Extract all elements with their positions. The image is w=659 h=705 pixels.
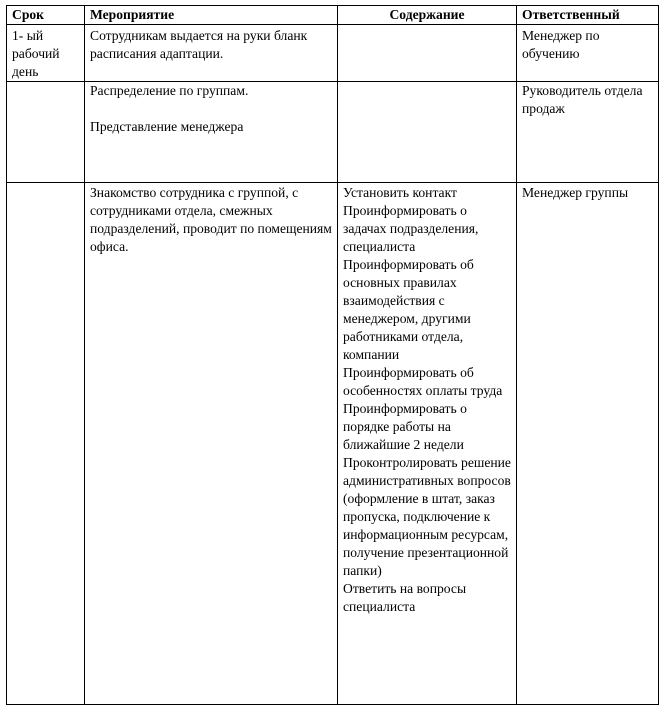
content-item: Ответить на вопросы специалиста — [343, 581, 467, 614]
table-header-row — [7, 6, 659, 25]
cell-event — [85, 82, 338, 183]
content-item: Проинформировать об основных правилах взаимодействия с менеджером, другими работниками отдела, компании — [343, 257, 474, 362]
cell-term — [7, 82, 85, 183]
cell-responsible: Менеджер по обучению — [517, 25, 659, 82]
table-row — [7, 25, 659, 82]
header-responsible: Ответственный — [517, 6, 659, 25]
cell-responsible: Руководитель отдела продаж — [517, 82, 659, 183]
cell-term — [7, 183, 85, 705]
content-item: Проконтролировать решение административных вопросов (оформление в штат, заказ пропуска, подключение к информационным ресурсам, получение презентационной папки) — [343, 455, 511, 578]
adaptation-schedule-table — [6, 5, 659, 705]
header-term: Срок — [7, 6, 85, 25]
cell-event: Сотрудникам выдается на руки бланк расписания адаптации. — [85, 25, 338, 82]
cell-content — [338, 82, 517, 183]
header-event: Мероприятие — [85, 6, 338, 25]
cell-content — [338, 25, 517, 82]
content-item: Проинформировать о задачах подразделения, специалиста — [343, 203, 479, 254]
content-item: Установить контакт — [343, 185, 457, 200]
event-line: Распределение по группам. — [90, 83, 249, 98]
table-row — [7, 183, 659, 705]
cell-term: 1- ый рабочий день — [7, 25, 85, 82]
header-content: Содержание — [338, 6, 517, 25]
content-item: Проинформировать о порядке работы на ближайшие 2 недели — [343, 401, 467, 452]
cell-content — [338, 183, 517, 705]
content-item: Проинформировать об особенностях оплаты труда — [343, 365, 503, 398]
cell-event: Знакомство сотрудника с группой, с сотрудниками отдела, смежных подразделений, проводит по помещениям офиса. — [85, 183, 338, 705]
table-row — [7, 82, 659, 183]
cell-responsible: Менеджер группы — [517, 183, 659, 705]
event-line: Представление менеджера — [90, 119, 244, 134]
